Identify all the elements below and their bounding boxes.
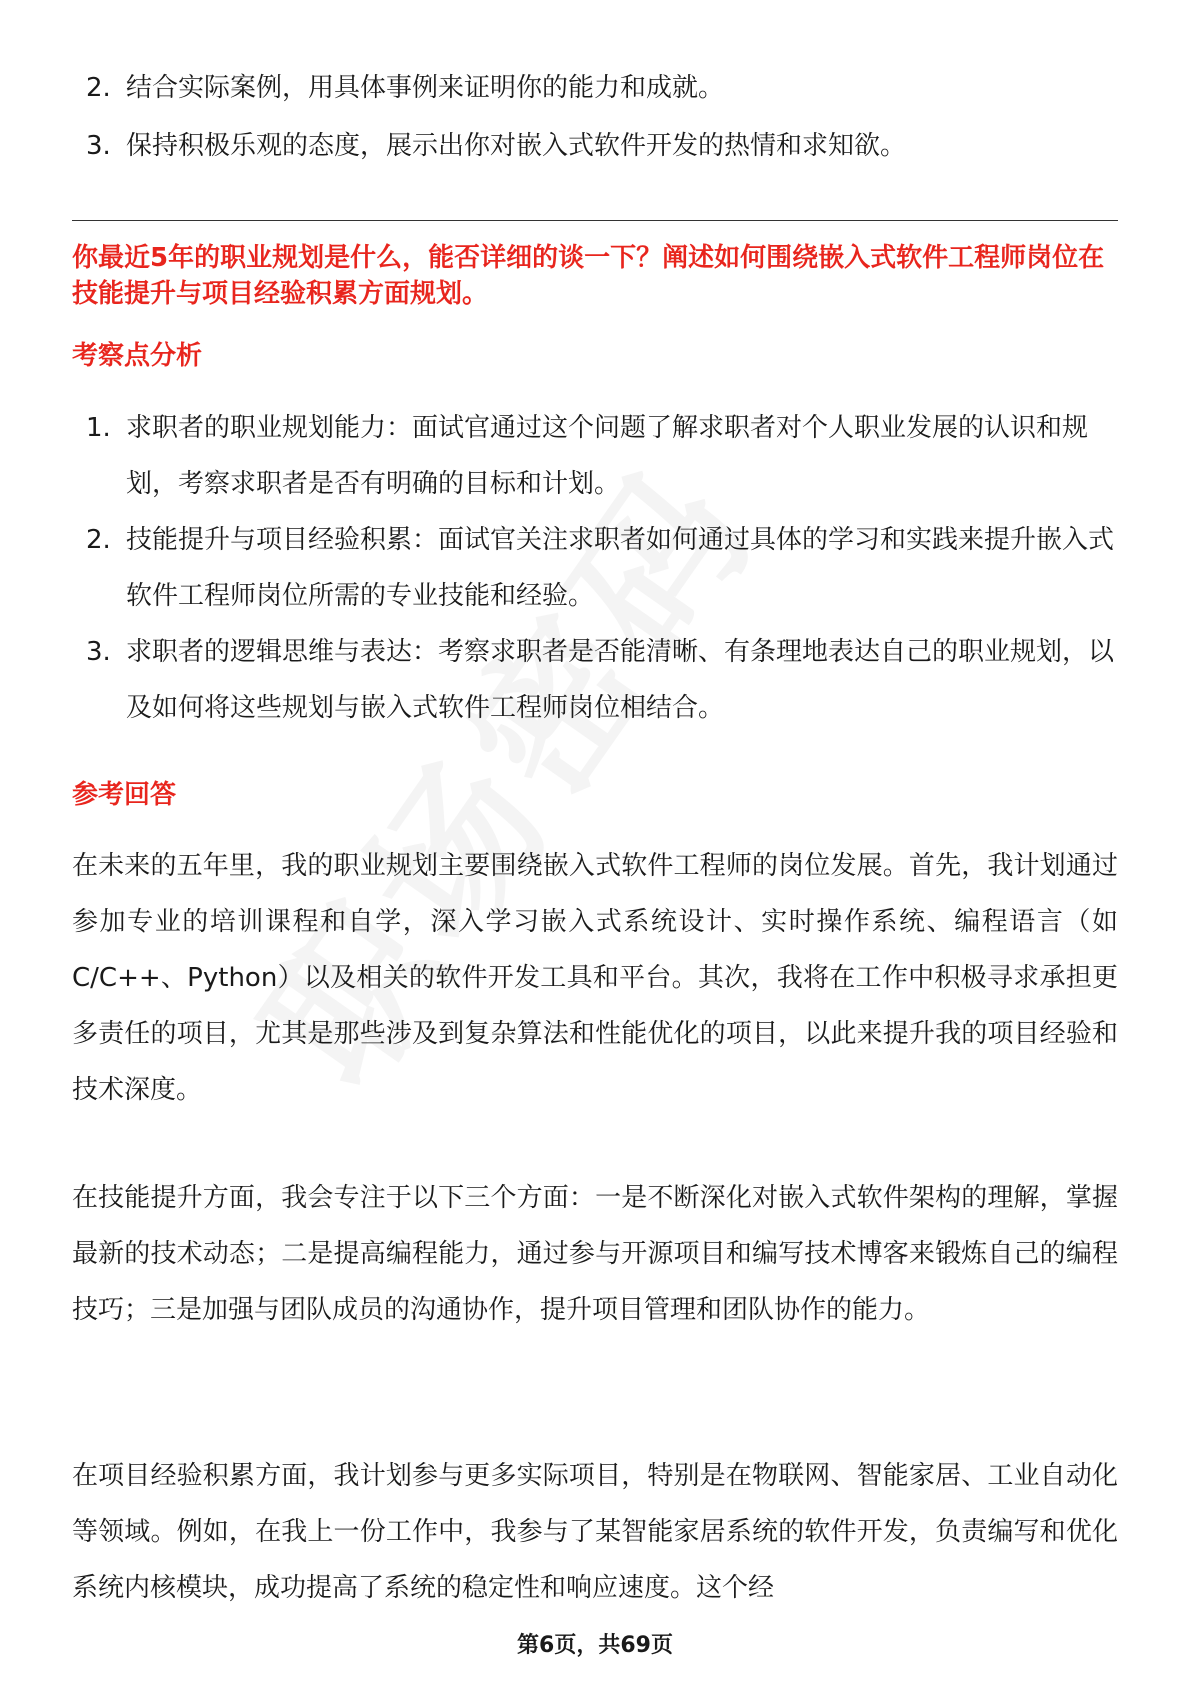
answer-paragraph: 在技能提升方面，我会专注于以下三个方面：一是不断深化对嵌入式软件架构的理解，掌握最新的技术动态；二是提高编程能力，通过参与开源项目和编写技术博客来锻炼自己的编程技巧；三是加强与团队成员的沟通协作，提升项目管理和团队协作的能力。 bbox=[72, 1183, 1118, 1325]
analysis-heading: 考察点分析 bbox=[72, 341, 203, 371]
previous-answer-list bbox=[72, 60, 1118, 174]
page-number: 第6页，共69页 bbox=[517, 1633, 673, 1658]
answer-paragraph: 在项目经验积累方面，我计划参与更多实际项目，特别是在物联网、智能家居、工业自动化等领域。例如，在我上一份工作中，我参与了某智能家居系统的软件开发，负责编写和优化系统内核模块，成功提高了系统的稳定性和响应速度。这个经 bbox=[72, 1461, 1118, 1603]
list-number: 2. bbox=[86, 73, 111, 103]
answer-heading: 参考回答 bbox=[72, 780, 177, 810]
list-text: 结合实际案例，用具体事例来证明你的能力和成就。 bbox=[126, 73, 725, 103]
list-number: 1. bbox=[86, 413, 111, 443]
list-item bbox=[72, 400, 1118, 512]
list-text: 求职者的职业规划能力：面试官通过这个问题了解求职者对个人职业发展的认识和规划，考察求职者是否有明确的目标和计划。 bbox=[126, 413, 1089, 499]
analysis-list bbox=[72, 400, 1118, 736]
list-number: 2. bbox=[86, 525, 111, 555]
list-item bbox=[72, 118, 1118, 174]
list-item bbox=[72, 512, 1118, 624]
list-item bbox=[72, 624, 1118, 736]
list-item bbox=[72, 60, 1118, 116]
answer-paragraph: 在未来的五年里，我的职业规划主要围绕嵌入式软件工程师的岗位发展。首先，我计划通过参加专业的培训课程和自学，深入学习嵌入式系统设计、实时操作系统、编程语言（如C/C++、Python）以及相关的软件开发工具和平台。其次，我将在工作中积极寻求承担更多责任的项目，尤其是那些涉及到复杂算法和性能优化的项目，以此来提升我的项目经验和技术深度。 bbox=[72, 851, 1118, 1105]
interview-question: 你最近5年的职业规划是什么，能否详细的谈一下？阐述如何围绕嵌入式软件工程师岗位在技能提升与项目经验积累方面规划。 bbox=[72, 243, 1105, 309]
list-text: 技能提升与项目经验积累：面试官关注求职者如何通过具体的学习和实践来提升嵌入式软件工程师岗位所需的专业技能和经验。 bbox=[126, 525, 1115, 611]
section-divider bbox=[72, 220, 1118, 221]
list-text: 求职者的逻辑思维与表达：考察求职者是否能清晰、有条理地表达自己的职业规划，以及如何将这些规划与嵌入式软件工程师岗位相结合。 bbox=[126, 637, 1115, 723]
list-text: 保持积极乐观的态度，展示出你对嵌入式软件开发的热情和求知欲。 bbox=[126, 131, 907, 161]
list-number: 3. bbox=[86, 131, 111, 161]
list-number: 3. bbox=[86, 637, 111, 667]
